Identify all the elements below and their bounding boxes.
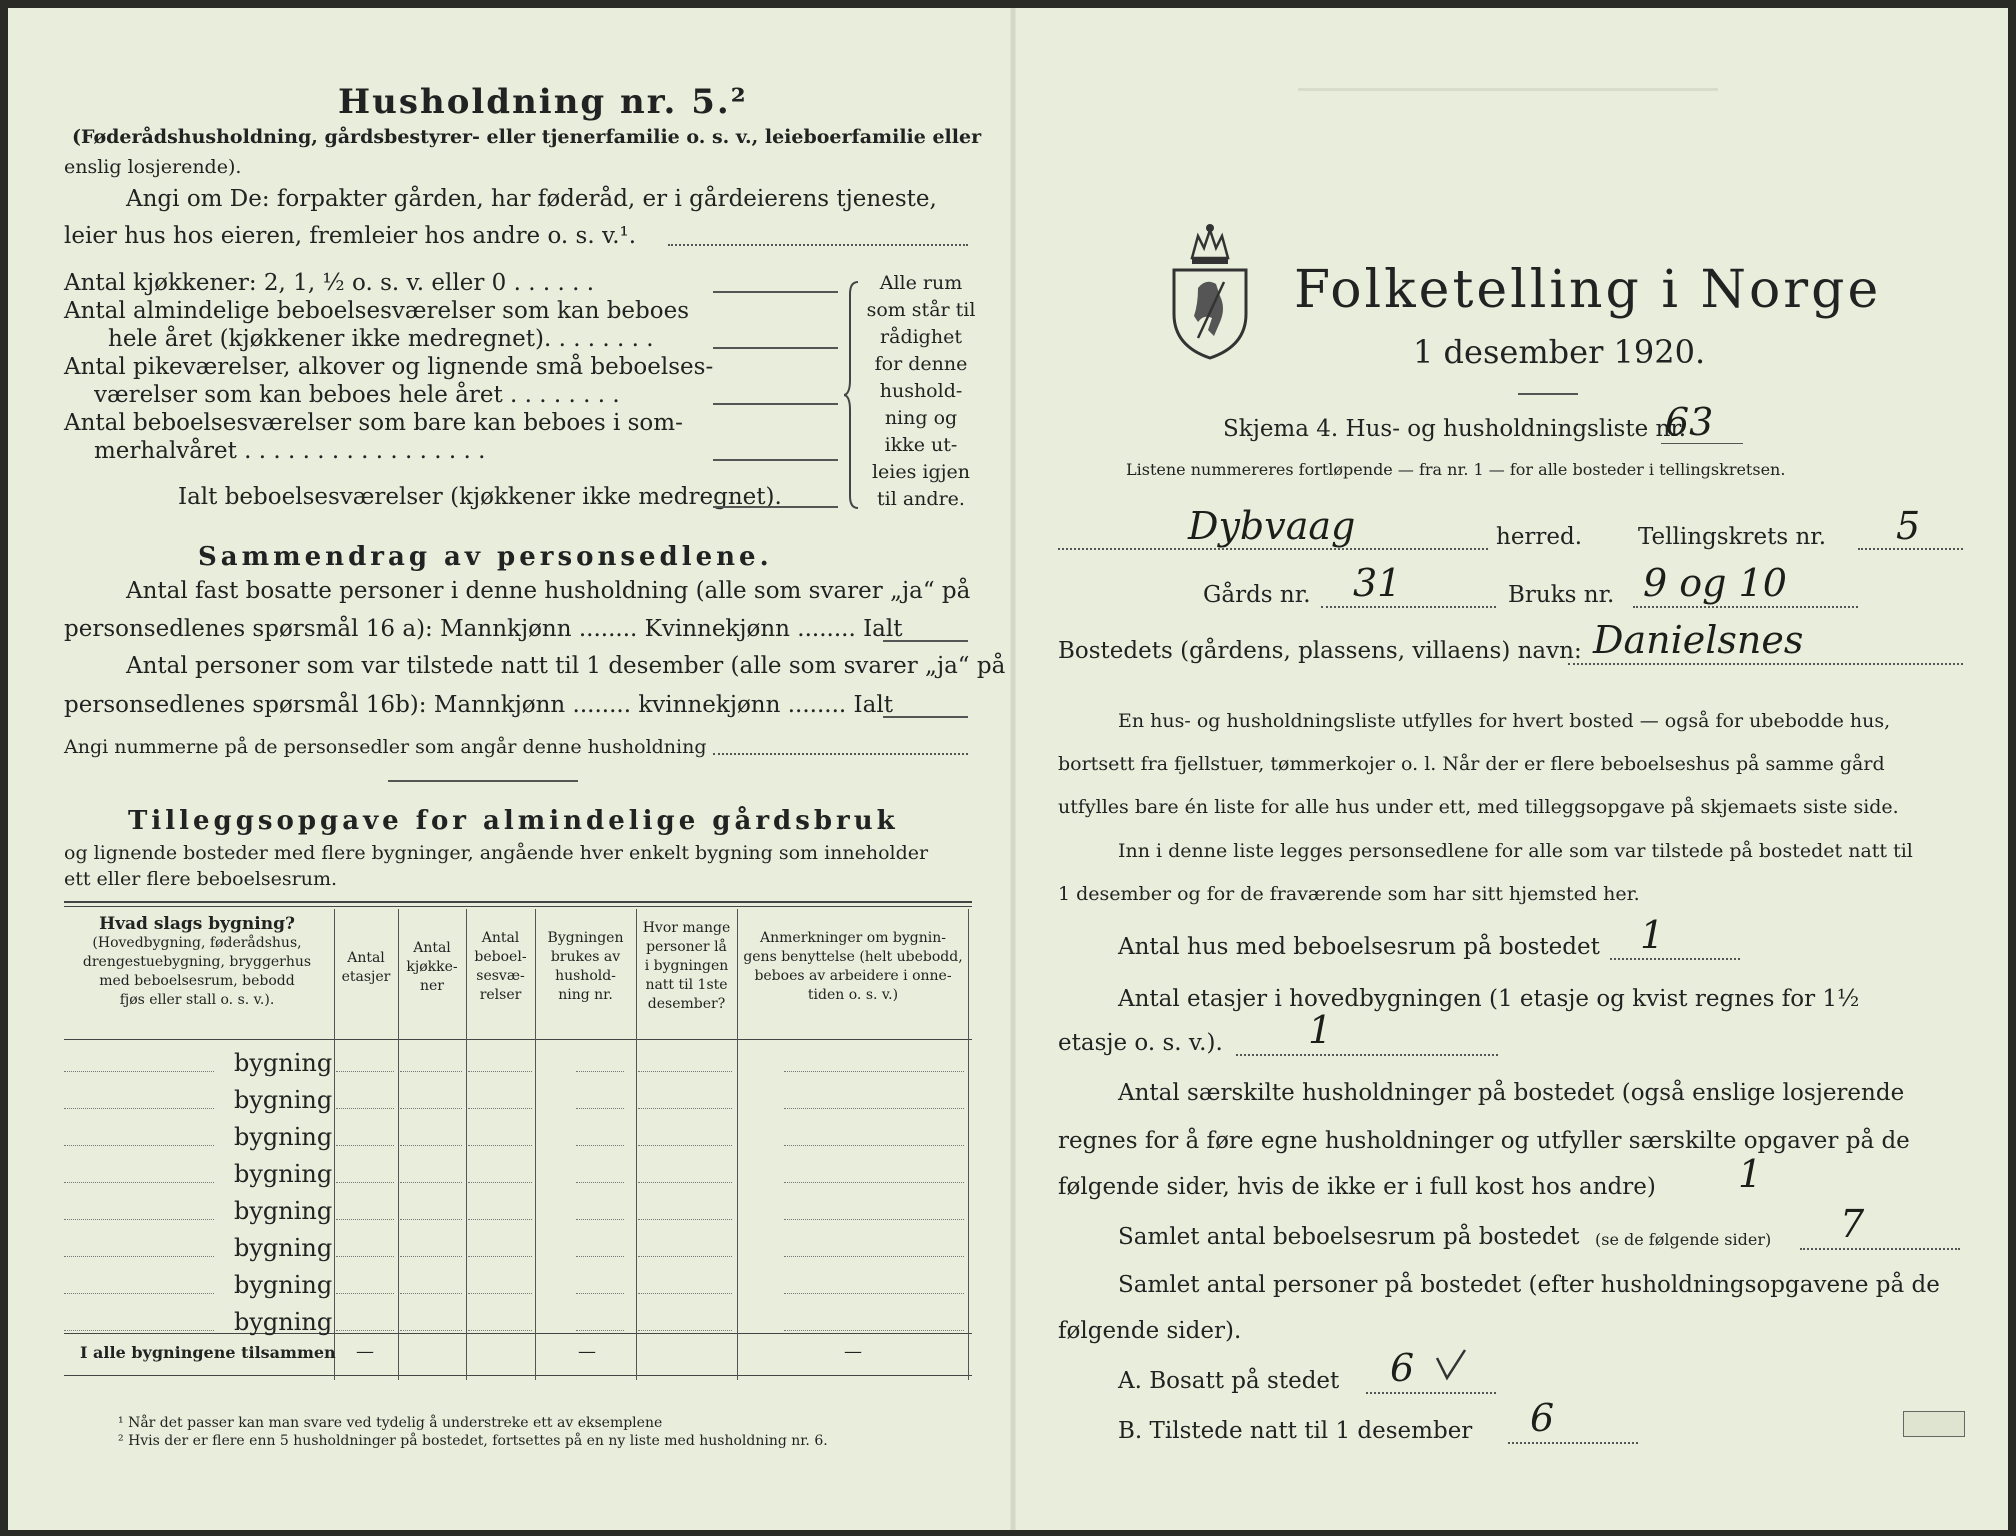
herred-value[interactable]: Dybvaag	[1188, 504, 1356, 548]
table-cell-field[interactable]	[784, 1108, 964, 1109]
table-cell-field[interactable]	[336, 1330, 394, 1331]
question-ordinary-rooms-1: Antal almindelige beboelsesværelser som kan beboes	[64, 298, 690, 324]
header-floors: Antal etasjer	[341, 950, 391, 985]
resident-total-answer[interactable]	[883, 640, 968, 642]
census-district-label: Tellingskrets nr.	[1638, 524, 1827, 550]
census-district-value[interactable]: 5	[1896, 504, 1921, 548]
building-row-label: bygning	[234, 1086, 333, 1114]
holding-number-label: Bruks nr.	[1508, 582, 1615, 608]
present-count-line-1: Antal personer som var tilstede natt til 1 desember (alle som svarer „ja“ på	[126, 653, 1006, 679]
instruction-para-2-line-1: Inn i denne liste legges personsedlene for alle som var tilstede på bostedet natt til	[1118, 840, 1913, 862]
schema-label: Skjema 4. Hus- og husholdningsliste nr.	[1223, 416, 1687, 442]
total-dash-remarks: —	[844, 1341, 862, 1362]
table-cell-field[interactable]	[336, 1145, 394, 1146]
schema-number-line	[1661, 443, 1743, 444]
header-remarks: Anmerkninger om bygnin- gens benyttelse (helt ubebodd, beboes av arbeidere i onne- tiden o. s. v.)	[743, 930, 963, 1003]
question-kitchens: Antal kjøkkener: 2, 1, ½ o. s. v. eller 0 . . . . . .	[64, 270, 595, 296]
table-cell-field[interactable]	[638, 1182, 732, 1183]
header-rooms: Antal beboel- sesvæ- relser	[474, 930, 527, 1003]
place-name-label: Bostedets (gårdens, plassens, villaens) navn:	[1058, 638, 1582, 664]
slip-numbers-label: Angi nummerne på de personsedler som angår denne husholdning	[64, 736, 707, 758]
table-cell-field[interactable]	[576, 1182, 624, 1183]
place-name-value[interactable]: Danielsnes	[1593, 618, 1804, 662]
table-cell-field[interactable]	[336, 1182, 394, 1183]
census-title: Folketelling i Norge	[1294, 260, 1882, 320]
table-cell-field[interactable]	[638, 1330, 732, 1331]
building-type-field[interactable]	[64, 1108, 214, 1109]
printer-stamp	[1903, 1411, 1965, 1437]
present-total-answer[interactable]	[883, 716, 968, 718]
title-rule	[1518, 393, 1578, 395]
rooms-value[interactable]: 7	[1840, 1202, 1865, 1246]
building-type-field[interactable]	[64, 1293, 214, 1294]
buildings-table	[64, 901, 972, 1380]
farm-number-line	[1321, 606, 1496, 608]
question-households-2: regnes for å føre egne husholdninger og utfyller særskilte opgaver på de	[1058, 1128, 1910, 1154]
header-building-type: Hvad slags bygning? (Hovedbygning, føderådshus, drengestuebygning, bryggerhus med beboelsesrum, bebodd fjøs eller stall o. s. v.).	[82, 914, 312, 1008]
houses-value[interactable]: 1	[1640, 913, 1665, 957]
place-name-line	[1568, 663, 1963, 665]
rooms-line	[1800, 1248, 1960, 1250]
instruction-para-1-line-3: utfylles bare én liste for alle hus under ett, med tilleggsopgave på skjemaets siste side.	[1058, 796, 1899, 818]
table-cell-field[interactable]	[468, 1145, 532, 1146]
question-total-rooms: Ialt beboelsesværelser (kjøkkener ikke medregnet).	[178, 484, 782, 510]
table-cell-field[interactable]	[468, 1293, 532, 1294]
left-page	[8, 8, 1008, 1530]
table-cell-field[interactable]	[576, 1145, 624, 1146]
table-cell-field[interactable]	[576, 1330, 624, 1331]
table-cell-field[interactable]	[468, 1108, 532, 1109]
total-dash-household: —	[578, 1341, 596, 1362]
household-subtitle-2: enslig losjerende).	[64, 156, 242, 178]
question-floors-1: Antal etasjer i hovedbygningen (1 etasje og kvist regnes for 1½	[1118, 986, 1860, 1012]
building-row-label: bygning	[234, 1234, 333, 1262]
brace-icon	[844, 280, 864, 510]
building-row-label: bygning	[234, 1308, 333, 1336]
herred-line	[1058, 548, 1488, 550]
present-count-line-2: personsedlenes spørsmål 16b): Mannkjønn ........ kvinnekjønn ........ Ialt	[64, 692, 893, 718]
table-cell-field[interactable]	[400, 1108, 462, 1109]
angi-answer-line[interactable]	[668, 244, 968, 246]
table-cell-field[interactable]	[638, 1108, 732, 1109]
center-fold	[1010, 8, 1016, 1530]
present-line	[1508, 1442, 1638, 1444]
section-divider	[388, 780, 578, 782]
ordinary-rooms-answer[interactable]	[713, 347, 838, 349]
table-cell-field[interactable]	[400, 1182, 462, 1183]
building-type-field[interactable]	[64, 1256, 214, 1257]
table-cell-field[interactable]	[576, 1108, 624, 1109]
floors-line	[1236, 1054, 1498, 1056]
farm-number-value[interactable]: 31	[1353, 561, 1402, 605]
table-cell-field[interactable]	[576, 1071, 624, 1072]
building-row-label: bygning	[234, 1271, 333, 1299]
question-persons-1: Samlet antal personer på bostedet (efter husholdningsopgavene på de	[1118, 1272, 1940, 1298]
table-cell-field[interactable]	[784, 1219, 964, 1220]
table-cell-field[interactable]	[784, 1145, 964, 1146]
households-value[interactable]: 1	[1738, 1152, 1763, 1196]
header-kitchens: Antal kjøkke- ner	[406, 940, 458, 994]
holding-number-value[interactable]: 9 og 10	[1643, 561, 1787, 605]
angi-line-1: Angi om De: forpakter gården, har føderåd, er i gårdeierens tjeneste,	[126, 186, 937, 212]
angi-line-2: leier hus hos eieren, fremleier hos andre o. s. v.¹.	[64, 223, 637, 249]
norwegian-coat-of-arms-icon	[1168, 218, 1252, 362]
instruction-para-1-line-1: En hus- og husholdningsliste utfylles for hvert bosted — også for ubebodde hus,	[1118, 710, 1891, 732]
table-cell-field[interactable]	[784, 1182, 964, 1183]
herred-label: herred.	[1496, 524, 1583, 550]
right-page	[1018, 8, 2008, 1530]
census-form-sheet	[8, 8, 2008, 1530]
building-type-field[interactable]	[64, 1182, 214, 1183]
table-cell-field[interactable]	[468, 1182, 532, 1183]
table-cell-field[interactable]	[638, 1219, 732, 1220]
table-cell-field[interactable]	[576, 1293, 624, 1294]
header-persons: Hvor mange personer lå i bygningen natt til 1ste desember?	[642, 920, 731, 1012]
residents-value[interactable]: 6	[1390, 1346, 1415, 1390]
summer-rooms-answer[interactable]	[713, 459, 838, 461]
small-rooms-answer[interactable]	[713, 403, 838, 405]
table-cell-field[interactable]	[468, 1219, 532, 1220]
supplement-line-2: ett eller flere beboelsesrum.	[64, 868, 338, 890]
table-cell-field[interactable]	[400, 1219, 462, 1220]
instruction-para-1-line-2: bortsett fra fjellstuer, tømmerkojer o. l. Når der er flere beboelseshus på samme gård	[1058, 753, 1885, 775]
supplement-line-1: og lignende bosteder med flere bygninger, angående hver enkelt bygning som inneholder	[64, 842, 929, 864]
table-cell-field[interactable]	[576, 1219, 624, 1220]
table-cell-field[interactable]	[784, 1330, 964, 1331]
side-note: Alle rum som står til rådighet for denne hushold- ning og ikke ut- leies igjen til andre.	[866, 272, 976, 510]
houses-line	[1610, 958, 1740, 960]
question-ordinary-rooms-2: hele året (kjøkkener ikke medregnet). . . . . . . .	[108, 326, 654, 352]
resident-count-line-2: personsedlenes spørsmål 16 a): Mannkjønn ........ Kvinnekjønn ........ Ialt	[64, 616, 903, 642]
schema-number[interactable]: 63	[1665, 400, 1714, 444]
building-row-label: bygning	[234, 1123, 333, 1151]
table-cell-field[interactable]	[400, 1256, 462, 1257]
bleed-through	[1298, 88, 1718, 151]
building-type-field[interactable]	[64, 1145, 214, 1146]
question-persons-2: følgende sider).	[1058, 1318, 1242, 1344]
question-summer-rooms-1: Antal beboelsesværelser som bare kan beboes i som-	[64, 410, 683, 436]
household-title: Husholdning nr. 5.²	[338, 82, 748, 122]
header-household-nr: Bygningen brukes av hushold- ning nr.	[547, 930, 624, 1003]
footnote-2: ² Hvis der er flere enn 5 husholdninger på bostedet, fortsettes på en ny liste med husholdning nr. 6.	[118, 1433, 828, 1449]
table-cell-field[interactable]	[576, 1256, 624, 1257]
table-cell-field[interactable]	[336, 1256, 394, 1257]
floors-value[interactable]: 1	[1308, 1008, 1333, 1052]
building-row-label: bygning	[234, 1160, 333, 1188]
question-small-rooms-2: værelser som kan beboes hele året . . . . . . . .	[94, 382, 620, 408]
farm-number-label: Gårds nr.	[1203, 582, 1311, 608]
present-value[interactable]: 6	[1530, 1396, 1555, 1440]
table-cell-field[interactable]	[638, 1256, 732, 1257]
table-cell-field[interactable]	[336, 1071, 394, 1072]
building-row-label: bygning	[234, 1197, 333, 1225]
census-date: 1 desember 1920.	[1413, 333, 1706, 371]
holding-number-line	[1633, 606, 1858, 608]
table-cell-field[interactable]	[400, 1330, 462, 1331]
table-cell-field[interactable]	[638, 1293, 732, 1294]
slip-numbers-answer[interactable]	[713, 753, 968, 755]
building-row-label: bygning	[234, 1049, 333, 1077]
resident-count-line-1: Antal fast bosatte personer i denne husholdning (alle som svarer „ja“ på	[126, 578, 971, 604]
table-cell-field[interactable]	[400, 1293, 462, 1294]
question-summer-rooms-2: merhalvåret . . . . . . . . . . . . . . . . .	[94, 438, 486, 464]
table-cell-field[interactable]	[400, 1145, 462, 1146]
table-cell-field[interactable]	[468, 1071, 532, 1072]
table-cell-field[interactable]	[638, 1071, 732, 1072]
question-households-3: følgende sider, hvis de ikke er i full kost hos andre)	[1058, 1174, 1656, 1200]
household-subtitle: (Føderådshusholdning, gårdsbestyrer- eller tjenerfamilie o. s. v., leieboerfamilie eller	[72, 126, 982, 148]
question-rooms: Samlet antal beboelsesrum på bostedet	[1118, 1224, 1580, 1250]
total-rooms-answer[interactable]	[713, 506, 838, 508]
residents-label: A. Bosatt på stedet	[1118, 1368, 1340, 1394]
building-type-field[interactable]	[64, 1330, 214, 1331]
table-cell-field[interactable]	[336, 1293, 394, 1294]
instruction-para-2-line-2: 1 desember og for de fraværende som har sitt hjemsted her.	[1058, 883, 1640, 905]
summary-section-title: Sammendrag av personsedlene.	[198, 542, 773, 572]
residents-line	[1366, 1392, 1496, 1394]
footnote-1: ¹ Når det passer kan man svare ved tydelig å understreke ett av eksemplene	[118, 1415, 663, 1431]
table-cell-field[interactable]	[400, 1071, 462, 1072]
supplement-section-title: Tilleggsopgave for almindelige gårdsbruk	[128, 806, 899, 836]
question-floors-2: etasje o. s. v.).	[1058, 1030, 1223, 1056]
checkmark-icon	[1433, 1348, 1469, 1384]
question-households-1: Antal særskilte husholdninger på bostedet (også enslige losjerende	[1118, 1080, 1905, 1106]
building-type-field[interactable]	[64, 1219, 214, 1220]
table-cell-field[interactable]	[336, 1108, 394, 1109]
question-houses: Antal hus med beboelsesrum på bostedet	[1118, 934, 1600, 960]
numbering-instruction: Listene nummereres fortløpende — fra nr. 1 — for alle bosteder i tellingskretsen.	[1126, 460, 1786, 479]
district-line	[1858, 548, 1963, 550]
table-cell-field[interactable]	[784, 1256, 964, 1257]
table-cell-field[interactable]	[336, 1219, 394, 1220]
kitchens-answer[interactable]	[713, 291, 838, 293]
total-dash-floors: —	[356, 1341, 374, 1362]
building-type-field[interactable]	[64, 1071, 214, 1072]
table-cell-field[interactable]	[784, 1293, 964, 1294]
question-small-rooms-1: Antal pikeværelser, alkover og lignende små beboelses-	[64, 354, 714, 380]
table-cell-field[interactable]	[784, 1071, 964, 1072]
question-rooms-note: (se de følgende sider)	[1595, 1230, 1772, 1249]
table-cell-field[interactable]	[468, 1256, 532, 1257]
total-row-label: I alle bygningene tilsammen	[80, 1343, 336, 1362]
table-cell-field[interactable]	[638, 1145, 732, 1146]
present-label: B. Tilstede natt til 1 desember	[1118, 1418, 1473, 1444]
table-cell-field[interactable]	[468, 1330, 532, 1331]
